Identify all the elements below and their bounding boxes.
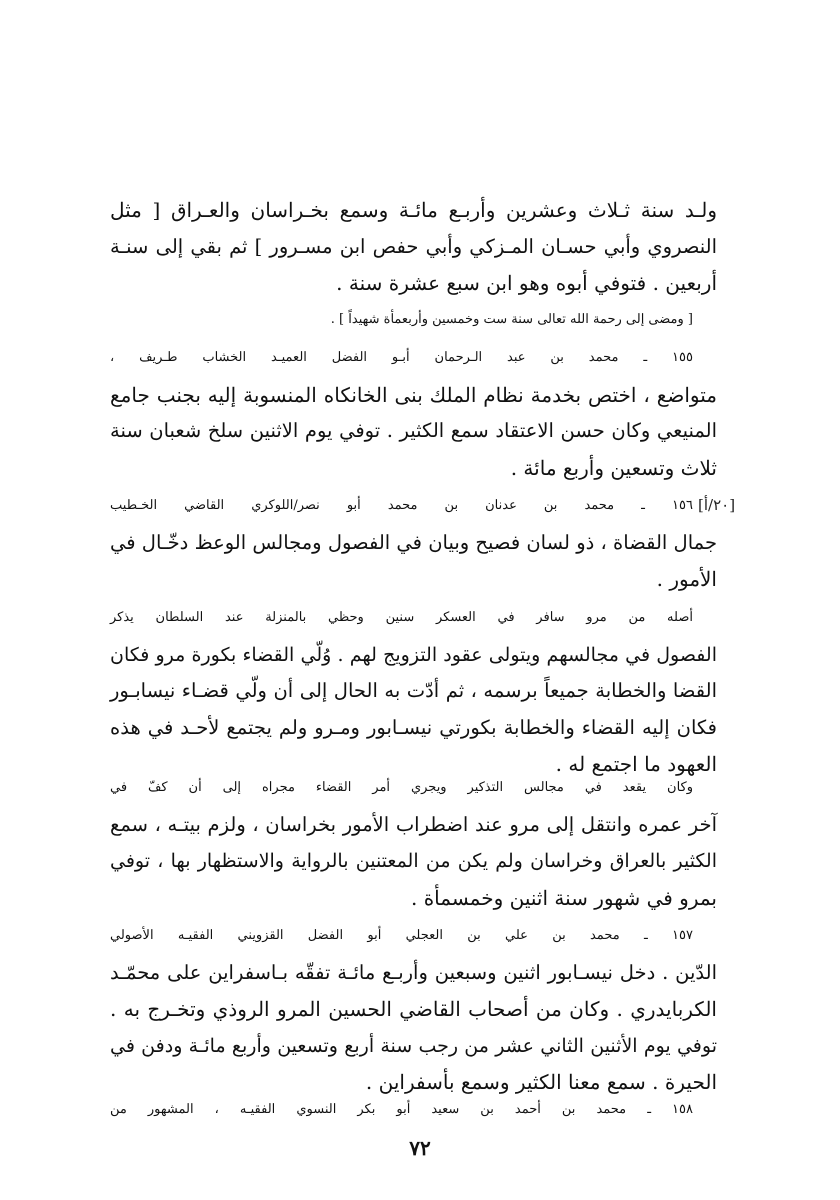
text-line: جمال القضاة ، ذو لسان فصيح وبيان في الفصول ومجالس الوعظ دخّـال في: [110, 530, 717, 554]
text-line: ١٥٦ ـ محمد بن عدنان بن محمد أبو نصر/اللوكري القاضي الخـطيب: [110, 498, 693, 513]
text-line: النصروي وأبي حسـان المـزكي وأبي حفص ابن مسـرور ] ثم بقي إلى سنـة: [110, 234, 717, 258]
text-line: القضا والخطابة جميعاً برسمه ، ثم أدّت به الحال إلى أن ولّي قضـاء نيسابـور: [110, 679, 717, 702]
text-line: فكان إليه القضاء والخطابة بكورتي نيسـابور ومـرو ولم يجتمع لأحـد في هذه: [110, 715, 717, 739]
paragraph-156-origin: [110, 600, 717, 783]
text-line: الكربايدري . وكان من أصحاب القاضي الحسين المرو الروذي وتخـرج به .: [110, 997, 717, 1021]
text-line: ١٥٧ ـ محمد بن علي بن العجلي أبو الفضل القزويني الفقيـه الأصولي: [110, 928, 693, 943]
page-number: ٧٢: [409, 1136, 431, 1160]
text-line: ثلاث وتسعين وأربع مائة .: [510, 455, 717, 480]
text-line: المنيعي وكان حسن الاعتقاد سمع الكثير . توفي يوم الاثنين سلخ شعبان سنة: [110, 419, 717, 442]
text-line: أصله من مرو سافر في العسكر سنين وحظي بالمنزلة عند السلطان يذكر: [110, 610, 693, 625]
text-line: أربعين . فتوفي أبوه وهو ابن سبع عشرة سنة .: [336, 271, 717, 295]
text-line: [ ومضى إلى رحمة الله تعالى سنة ست وخمسين وأربعمأة شهيداً ] .: [330, 311, 693, 327]
text-line: الكثير بالعراق وخراسان ولم يكن من المعتنين بالرواية والاستظهار بها ، توفي: [110, 850, 717, 872]
paragraph-1: [110, 192, 717, 338]
text-line: متواضع ، اختص بخدمة نظام الملك بنى الخانكاه المنسوبة إليه بجنب جامع: [110, 382, 717, 407]
text-line: العهود ما اجتمع له .: [555, 752, 717, 776]
entry-158: [110, 1092, 717, 1129]
entry-155: [110, 340, 717, 486]
entry-157: [110, 918, 717, 1101]
text-line: الحيرة . سمع معنا الكثير وسمع بأسفراين .: [365, 1070, 717, 1094]
text-line: توفي يوم الأثنين الثاني عشر من رجب سنة أربع وتسعين وأربع مائـة ودفن في: [110, 1034, 717, 1057]
text-line: ولـد سنة ثـلاث وعشرين وأربـع مائـة وسمع بخـراسان والعـراق [ مثل: [110, 198, 717, 222]
text-line: الأمور .: [656, 567, 717, 591]
margin-folio-note: [٢٠/أ]: [698, 496, 736, 514]
text-line: الفصول في مجالسهم ويتولى عقود التزويج لهم . وُلّي القضاء بكورة مرو فكان: [110, 643, 717, 666]
paragraph-156-later: [110, 770, 717, 916]
text-line: بمرو في شهور سنة اثنين وخمسمأة .: [410, 885, 717, 910]
text-line: ١٥٨ ـ محمد بن أحمد بن سعيد أبو بكر النسوي الفقيـه ، المشهور من: [110, 1102, 693, 1117]
text-line: وكان يقعد في مجالس التذكير ويجري أمر القضاء مجراه إلى أن كفّ في: [110, 780, 693, 795]
text-line: آخر عمره وانتقل إلى مرو عند اضطراب الأمور بخراسان ، ولزم بيتـه ، سمع: [110, 812, 717, 836]
text-line: ١٥٥ ـ محمد بن عبد الـرحمان أبـو الفضل العميـد الخشاب طـريف ،: [110, 350, 693, 365]
entry-156: [110, 488, 717, 598]
text-line: الدّين . دخل نيسـابور اثنين وسبعين وأربـع مائـة تفقّه بـاسفراين على محمّـد: [110, 960, 717, 984]
